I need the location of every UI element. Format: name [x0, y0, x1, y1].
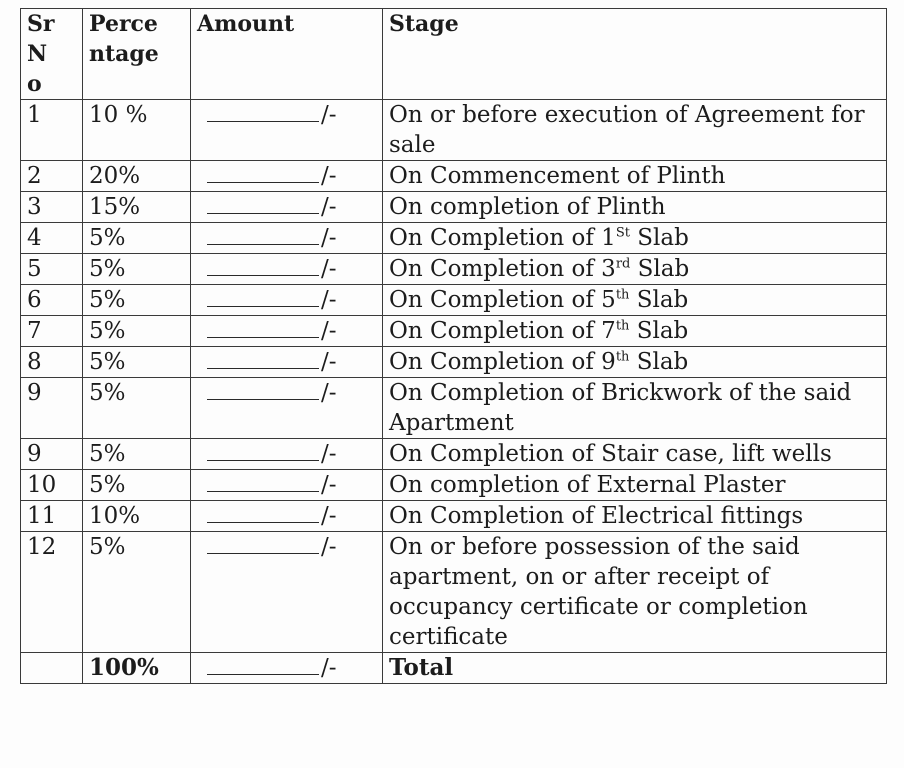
percentage-cell: 15%	[83, 192, 191, 223]
amount-suffix: /-	[321, 472, 337, 498]
amount-blank-line	[207, 504, 319, 523]
amount-suffix: /-	[321, 102, 337, 128]
ordinal-superscript: th	[615, 349, 630, 365]
amount-suffix: /-	[321, 380, 337, 406]
stage-cell: On or before possession of the said apartment, on or after receipt of occupancy certificate or completion certificate	[383, 532, 887, 653]
stage-cell	[383, 347, 887, 378]
percentage-cell: 5%	[83, 532, 191, 653]
stage-text-suffix: Slab	[629, 349, 689, 375]
amount-suffix: /-	[321, 225, 337, 251]
header-pct-line2: ntage	[89, 41, 159, 67]
sr-cell: 6	[21, 285, 83, 316]
table-row	[21, 254, 887, 285]
header-sr-no	[21, 9, 83, 100]
total-label: Total	[383, 653, 887, 684]
stage-cell: On Completion of Stair case, lift wells	[383, 439, 887, 470]
amount-blank-line	[207, 319, 319, 338]
sr-cell: 10	[21, 470, 83, 501]
percentage-cell: 20%	[83, 161, 191, 192]
header-stage: Stage	[383, 9, 887, 100]
stage-cell	[383, 254, 887, 285]
header-sr-line2: N	[27, 41, 48, 67]
amount-blank-line	[207, 257, 319, 276]
stage-cell: On completion of External Plaster	[383, 470, 887, 501]
sr-cell: 8	[21, 347, 83, 378]
stage-text: On Completion of 5	[389, 287, 616, 313]
amount-cell	[191, 532, 383, 653]
ordinal-superscript: th	[615, 287, 630, 303]
stage-cell	[383, 285, 887, 316]
table-row	[21, 285, 887, 316]
amount-suffix: /-	[321, 503, 337, 529]
ordinal-superscript: rd	[615, 256, 631, 272]
stage-cell: On or before execution of Agreement for sale	[383, 100, 887, 161]
sr-cell: 7	[21, 316, 83, 347]
table-row	[21, 378, 887, 439]
table-row	[21, 161, 887, 192]
amount-blank-line	[207, 473, 319, 492]
payment-schedule-table	[20, 8, 887, 684]
percentage-cell: 10 %	[83, 100, 191, 161]
stage-cell: On completion of Plinth	[383, 192, 887, 223]
amount-blank-line	[207, 226, 319, 245]
stage-text-suffix: Slab	[629, 318, 689, 344]
sr-cell: 12	[21, 532, 83, 653]
amount-blank-line	[207, 350, 319, 369]
header-amount: Amount	[191, 9, 383, 100]
amount-suffix: /-	[321, 287, 337, 313]
percentage-cell: 5%	[83, 285, 191, 316]
ordinal-superscript: St	[615, 225, 630, 241]
header-pct-line1: Perce	[89, 11, 158, 37]
table-row	[21, 100, 887, 161]
percentage-cell: 5%	[83, 470, 191, 501]
amount-cell	[191, 378, 383, 439]
sr-cell: 3	[21, 192, 83, 223]
amount-cell	[191, 653, 383, 684]
amount-cell	[191, 254, 383, 285]
amount-blank-line	[207, 535, 319, 554]
amount-suffix: /-	[321, 349, 337, 375]
header-sr-line1: Sr	[27, 11, 55, 37]
header-row	[21, 9, 887, 100]
total-percentage: 100%	[83, 653, 191, 684]
sr-cell-empty	[21, 653, 83, 684]
stage-cell: On Completion of Brickwork of the said Apartment	[383, 378, 887, 439]
header-sr-line3: o	[27, 71, 42, 97]
amount-cell	[191, 100, 383, 161]
amount-blank-line	[207, 442, 319, 461]
amount-cell	[191, 192, 383, 223]
stage-text: On Completion of 3	[389, 256, 616, 282]
amount-blank-line	[207, 164, 319, 183]
table-row	[21, 470, 887, 501]
amount-cell	[191, 285, 383, 316]
amount-suffix: /-	[321, 441, 337, 467]
amount-cell	[191, 316, 383, 347]
sr-cell: 9	[21, 378, 83, 439]
amount-suffix: /-	[321, 655, 337, 681]
stage-cell	[383, 223, 887, 254]
percentage-cell: 5%	[83, 223, 191, 254]
stage-cell: On Completion of Electrical fittings	[383, 501, 887, 532]
sr-cell: 1	[21, 100, 83, 161]
total-row	[21, 653, 887, 684]
sr-cell: 2	[21, 161, 83, 192]
table-row	[21, 192, 887, 223]
amount-suffix: /-	[321, 163, 337, 189]
amount-cell	[191, 347, 383, 378]
ordinal-superscript: th	[615, 318, 630, 334]
stage-text-suffix: Slab	[630, 256, 690, 282]
amount-cell	[191, 470, 383, 501]
amount-blank-line	[207, 381, 319, 400]
stage-cell	[383, 316, 887, 347]
percentage-cell: 5%	[83, 439, 191, 470]
stage-cell: On Commencement of Plinth	[383, 161, 887, 192]
stage-text-suffix: Slab	[629, 225, 689, 251]
stage-text: On Completion of 9	[389, 349, 616, 375]
stage-text: On Completion of 1	[389, 225, 616, 251]
sr-cell: 5	[21, 254, 83, 285]
sr-cell: 11	[21, 501, 83, 532]
amount-cell	[191, 161, 383, 192]
percentage-cell: 5%	[83, 378, 191, 439]
amount-suffix: /-	[321, 534, 337, 560]
header-percentage	[83, 9, 191, 100]
table-row	[21, 316, 887, 347]
amount-suffix: /-	[321, 194, 337, 220]
amount-blank-line	[207, 288, 319, 307]
amount-blank-line	[207, 656, 319, 675]
percentage-cell: 5%	[83, 316, 191, 347]
sr-cell: 9	[21, 439, 83, 470]
amount-cell	[191, 223, 383, 254]
amount-cell	[191, 501, 383, 532]
percentage-cell: 5%	[83, 254, 191, 285]
table-row	[21, 532, 887, 653]
amount-suffix: /-	[321, 318, 337, 344]
table-row	[21, 223, 887, 254]
stage-text: On Completion of 7	[389, 318, 616, 344]
table-row	[21, 439, 887, 470]
sr-cell: 4	[21, 223, 83, 254]
table-row	[21, 347, 887, 378]
amount-suffix: /-	[321, 256, 337, 282]
amount-blank-line	[207, 103, 319, 122]
stage-text-suffix: Slab	[629, 287, 689, 313]
amount-blank-line	[207, 195, 319, 214]
percentage-cell: 5%	[83, 347, 191, 378]
table-row	[21, 501, 887, 532]
percentage-cell: 10%	[83, 501, 191, 532]
amount-cell	[191, 439, 383, 470]
